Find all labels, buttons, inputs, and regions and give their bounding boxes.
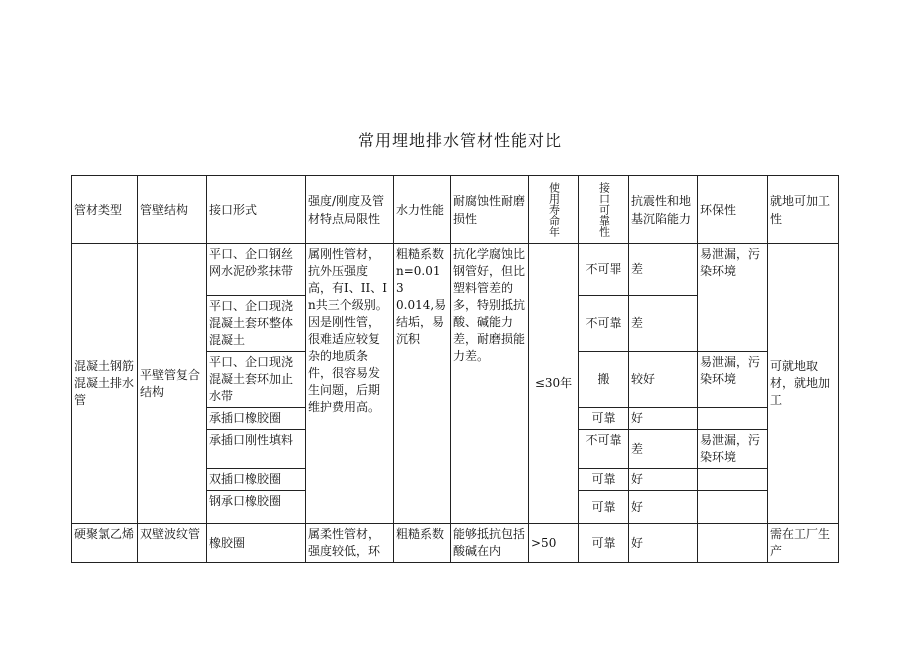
- cell-seismic: 差: [629, 296, 698, 352]
- cell-env: [698, 469, 768, 491]
- header-corrosion: 耐腐蚀性耐磨损性: [451, 176, 529, 244]
- cell-type: 硬聚氯乙烯: [72, 524, 138, 563]
- cell-env: 易泄漏，污染环境: [698, 430, 768, 469]
- header-strength: 强度/刚度及管材特点局限性: [306, 176, 394, 244]
- cell-seismic: 好: [629, 469, 698, 491]
- cell-joint: 平口、企口现浇混凝土套环整体混凝土: [207, 296, 306, 352]
- pipe-comparison-table: [71, 175, 839, 563]
- cell-reliability: 可靠: [579, 408, 629, 430]
- cell-local: 可就地取材，就地加工: [768, 244, 839, 524]
- cell-life: >50: [529, 524, 579, 563]
- cell-env: 易泄漏，污染环境: [698, 352, 768, 408]
- cell-joint: 平口、企口钢丝网水泥砂浆抹带: [207, 244, 306, 296]
- cell-seismic: 好: [629, 524, 698, 563]
- header-wall: 管壁结构: [138, 176, 207, 244]
- header-reliability: 接口可靠性: [597, 182, 611, 237]
- cell-hydraulic: 粗糙系数: [394, 524, 451, 563]
- cell-reliability: 不可靠: [579, 430, 629, 469]
- header-type: 管材类型: [72, 176, 138, 244]
- cell-reliability: 不可罪: [579, 244, 629, 296]
- cell-joint: 橡胶圈: [207, 524, 306, 563]
- header-seismic: 抗震性和地基沉陷能力: [629, 176, 698, 244]
- cell-reliability: 不可靠: [579, 296, 629, 352]
- cell-reliability: 可靠: [579, 469, 629, 491]
- cell-seismic: 好: [629, 408, 698, 430]
- cell-env: 易泄漏，污染环境: [698, 244, 768, 352]
- header-hydraulic: 水力性能: [394, 176, 451, 244]
- header-joint: 接口形式: [207, 176, 306, 244]
- cell-hydraulic: 粗糙系数n=0.013 0.014,易结垢，易沉积: [394, 244, 451, 524]
- table-row: [72, 244, 839, 296]
- cell-env: [698, 524, 768, 563]
- cell-seismic: 好: [629, 491, 698, 524]
- cell-env: [698, 408, 768, 430]
- cell-wall: 双壁波纹管: [138, 524, 207, 563]
- cell-life: ≤30年: [529, 244, 579, 524]
- cell-strength: 属刚性管材，抗外压强度高，有I、II、In共三个级别。因是刚性管，很难适应较复杂的地质条件，很容易发生问题，后期维护费用高。: [306, 244, 394, 524]
- cell-corrosion: 抗化学腐蚀比钢管好，但比塑料管差的多，特别抵抗酸、碱能力差，耐磨损能力差。: [451, 244, 529, 524]
- table-row: [72, 524, 839, 563]
- cell-wall: 平壁管复合结构: [138, 244, 207, 524]
- header-local: 就地可加工性: [768, 176, 839, 244]
- cell-seismic: 较好: [629, 352, 698, 408]
- cell-joint: 平口、企口现浇混凝土套环加止水带: [207, 352, 306, 408]
- cell-local: 需在工厂生产: [768, 524, 839, 563]
- header-row: [72, 176, 839, 244]
- cell-joint: 承插口刚性填料: [207, 430, 306, 469]
- cell-reliability: 可靠: [579, 524, 629, 563]
- header-env: 环保性: [698, 176, 768, 244]
- cell-reliability: 搬: [579, 352, 629, 408]
- cell-seismic: 差: [629, 430, 698, 469]
- header-life: 使用寿命年: [547, 182, 561, 237]
- cell-type: 混凝土钢筋混凝土排水管: [72, 244, 138, 524]
- cell-seismic: 差: [629, 244, 698, 296]
- page-title: 常用埋地排水管材性能对比: [357, 131, 562, 150]
- cell-env: [698, 491, 768, 524]
- cell-joint: 双插口橡胶圈: [207, 469, 306, 491]
- cell-joint: 承插口橡胶圈: [207, 408, 306, 430]
- cell-strength: 属柔性管材，强度较低，环: [306, 524, 394, 563]
- cell-reliability: 可靠: [579, 491, 629, 524]
- cell-joint: 钢承口橡胶圈: [207, 491, 306, 524]
- cell-corrosion: 能够抵抗包括酸碱在内: [451, 524, 529, 563]
